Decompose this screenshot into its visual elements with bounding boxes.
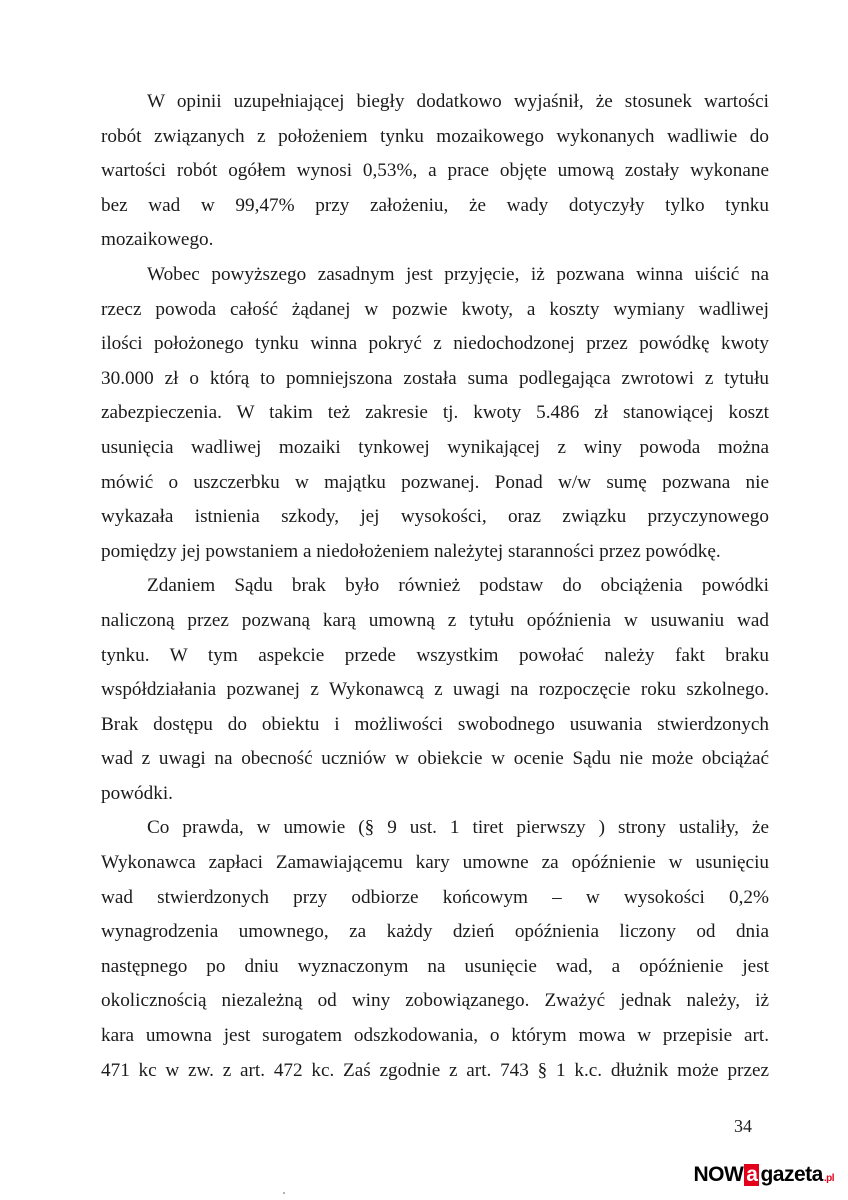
text-line: robót związanych z położeniem tynku mozaikowego wykonanych wadliwie do — [101, 125, 769, 147]
page-number: 34 — [734, 1116, 752, 1136]
text-line: powódki. — [101, 782, 173, 804]
watermark-text: a — [746, 1163, 758, 1186]
text-line: 30.000 zł o którą to pomniejszona została suma podlegająca zwrotowi z tytułu — [101, 367, 769, 389]
scan-artifact — [283, 1192, 285, 1194]
text-line: bez wad w 99,47% przy założeniu, że wady dotyczyły tylko tynku — [101, 194, 769, 216]
text-line: wad z uwagi na obecność uczniów w obiekcie w ocenie Sądu nie może obciążać — [101, 748, 769, 770]
text-line: Wobec powyższego zasadnym jest przyjęcie, iż pozwana winna uiścić na — [147, 263, 769, 285]
watermark-text: gazeta — [760, 1163, 823, 1186]
text-line: tynku. W tym aspekcie przede wszystkim powołać należy fakt braku — [101, 644, 769, 666]
text-line: zabezpieczenia. W takim też zakresie tj. kwoty 5.486 zł stanowiącej koszt — [101, 402, 769, 424]
text-line: wad stwierdzonych przy odbiorze końcowym – w wysokości 0,2% — [101, 886, 769, 908]
text-line: Brak dostępu do obiektu i możliwości swobodnego usuwania stwierdzonych — [101, 713, 769, 735]
text-line: Wykonawca zapłaci Zamawiającemu kary umowne za opóźnienie w usunięciu — [101, 852, 769, 874]
text-line: 471 kc w zw. z art. 472 kc. Zaś zgodnie z art. 743 § 1 k.c. dłużnik może przez — [101, 1059, 769, 1081]
text-line: wynagrodzenia umownego, za każdy dzień opóźnienia liczony od dnia — [101, 921, 769, 943]
text-line: naliczoną przez pozwaną karą umowną z tytułu opóźnienia w usuwaniu wad — [101, 609, 769, 631]
text-line: wykazała istnienia szkody, jej wysokości, oraz związku przyczynowego — [101, 506, 769, 528]
text-line: następnego po dniu wyznaczonym na usunięcie wad, a opóźnienie jest — [101, 955, 769, 977]
text-line: Zdaniem Sądu brak było również podstaw do obciążenia powódki — [147, 575, 769, 597]
text-line: W opinii uzupełniającej biegły dodatkowo wyjaśnił, że stosunek wartości — [147, 91, 769, 112]
text-line: ilości położonego tynku winna pokryć z niedochodzonej przez powódkę kwoty — [101, 333, 769, 355]
text-line: mozaikowego. — [101, 229, 214, 251]
watermark-text: .pl — [823, 1173, 834, 1184]
paragraph-1 — [101, 85, 769, 258]
paragraph-4 — [101, 811, 769, 1088]
text-line: współdziałania pozwanej z Wykonawcą z uwagi na rozpoczęcie roku szkolnego. — [101, 679, 769, 701]
watermark-text: NOW — [693, 1163, 744, 1186]
text-line: okolicznością niezależną od winy zobowiązanego. Zważyć jednak należy, iż — [101, 990, 769, 1012]
text-line: usunięcia wadliwej mozaiki tynkowej wynikającej z winy powoda można — [101, 436, 769, 458]
text-line: Co prawda, w umowie (§ 9 ust. 1 tiret pierwszy ) strony ustaliły, że — [147, 817, 769, 839]
watermark-logo — [693, 1164, 834, 1190]
text-line: wartości robót ogółem wynosi 0,53%, a prace objęte umową zostały wykonane — [101, 160, 769, 182]
paragraph-2 — [101, 258, 769, 569]
document-body — [101, 85, 769, 1088]
text-line: pomiędzy jej powstaniem a niedołożeniem należytej staranności przez powódkę. — [101, 540, 721, 562]
text-line: rzecz powoda całość żądanej w pozwie kwoty, a koszty wymiany wadliwej — [101, 298, 769, 320]
paragraph-3 — [101, 569, 769, 811]
text-line: mówić o uszczerbku w majątku pozwanej. Ponad w/w sumę pozwana nie — [101, 471, 769, 493]
text-line: kara umowna jest surogatem odszkodowania, o którym mowa w przepisie art. — [101, 1025, 769, 1047]
